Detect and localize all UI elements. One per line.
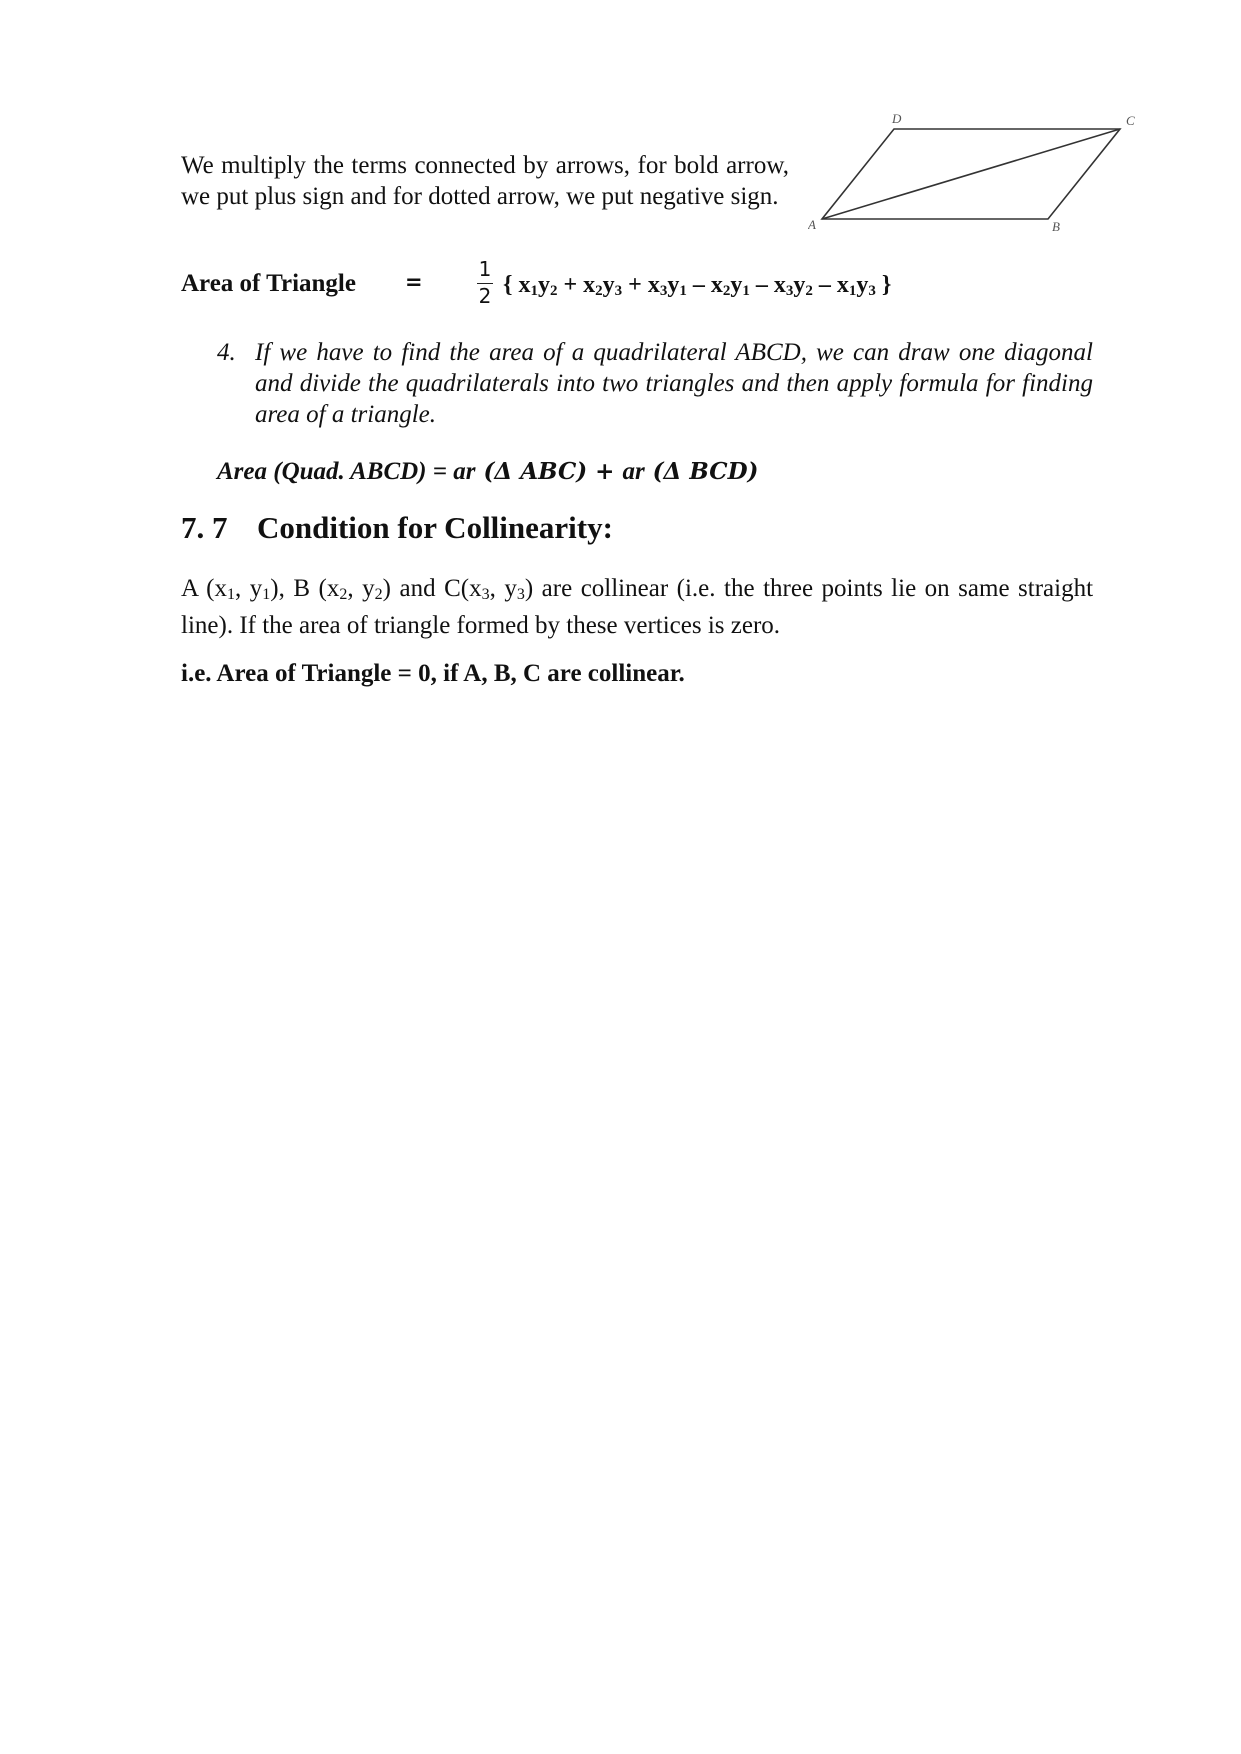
collinearity-paragraph: A ($x_1$, $y_1$), B ($x_2$, $y_2$) and $C(x_3$, $y_3$) are collinear (i.e. the three points lie on same straight line). If the area of triangle formed by these vertices is zero. bbox=[181, 575, 1094, 639]
formula-term: $x_3y_2$ – bbox=[773, 272, 837, 299]
quad-area-label: Area (Quad. ABCD) = bbox=[217, 458, 454, 485]
half-fraction bbox=[477, 258, 493, 308]
equals-sign: = bbox=[405, 270, 423, 294]
formula-term: $x_1y_3$ bbox=[836, 272, 876, 299]
ar-term-2: ar bbox=[622, 458, 645, 485]
triangle-abc-term: (Δ ABC) + bbox=[475, 458, 623, 485]
fraction-denominator: 2 bbox=[478, 284, 492, 308]
vertex-label-b: B bbox=[1052, 219, 1060, 234]
formula-term: $x_1y_2$ + bbox=[518, 272, 578, 299]
area-formula-label: Area of Triangle bbox=[181, 270, 356, 297]
open-brace: { bbox=[503, 272, 519, 298]
ar-term-1: ar bbox=[453, 458, 476, 485]
intro-paragraph: We multiply the terms connected by arrows, for bold arrow, we put plus sign and for dotted arrow, we put negative sign. bbox=[181, 152, 789, 210]
list-item-4 bbox=[217, 337, 1093, 430]
section-title: Condition for Collinearity: bbox=[257, 510, 613, 545]
section-number: 7. 7 bbox=[181, 510, 228, 545]
formula-term: $x_2y_1$ – bbox=[710, 272, 774, 299]
triangle-bcd-term: (Δ BCD) bbox=[644, 458, 759, 485]
conclusion-statement: i.e. Area of Triangle = 0, if A, B, C are collinear. bbox=[181, 660, 685, 687]
quad-area-formula bbox=[217, 458, 758, 486]
vertex-label-a: A bbox=[808, 217, 816, 232]
area-formula-row bbox=[181, 258, 1081, 318]
close-brace: } bbox=[881, 272, 892, 298]
list-item-number: 4. bbox=[217, 339, 236, 366]
diagonal-ac bbox=[822, 129, 1120, 219]
formula-term: $x_3y_1$ – bbox=[647, 272, 711, 299]
parallelogram-figure bbox=[808, 112, 1148, 238]
formula-term: $x_2y_3$ + bbox=[583, 272, 642, 299]
list-item-text: If we have to find the area of a quadrilateral ABCD, we can draw one diagonal and divide the quadrilaterals into two triangles and then apply formula for finding area of a triangle. bbox=[255, 339, 1093, 428]
fraction-numerator: 1 bbox=[478, 257, 492, 281]
section-heading bbox=[181, 510, 613, 546]
parallelogram-diagram bbox=[808, 112, 1148, 238]
vertex-label-d: D bbox=[892, 112, 902, 126]
shoelace-expression bbox=[503, 272, 891, 300]
vertex-label-c: C bbox=[1126, 113, 1135, 128]
